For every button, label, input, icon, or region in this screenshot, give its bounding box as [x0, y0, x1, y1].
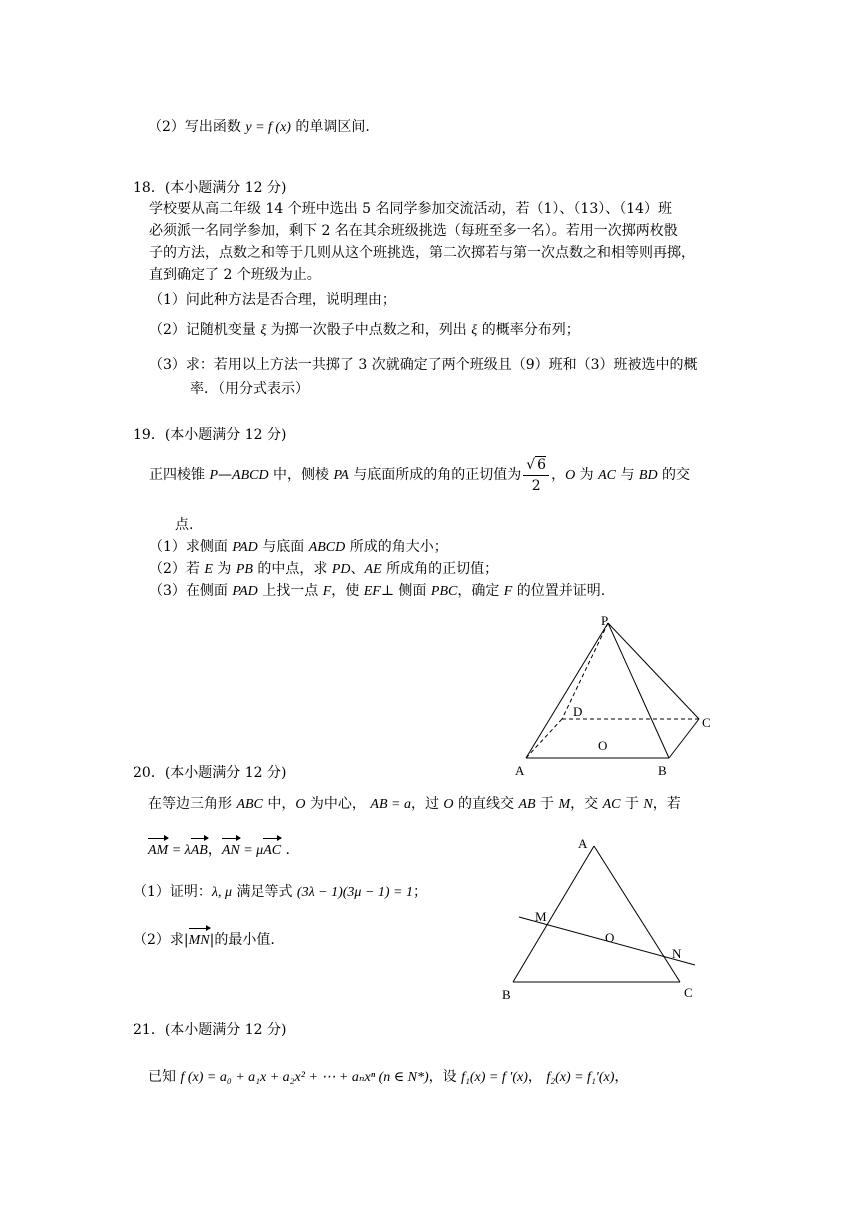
edge-bc: [669, 719, 699, 758]
label-o: O: [598, 738, 608, 753]
label-n: N: [672, 946, 682, 961]
q19-fraction: $\frac{√ 6}{2}$: [523, 455, 549, 496]
side-ac: [594, 846, 680, 982]
q19-intro: 正四棱锥 P—ABCD 中，侧棱 PA 与底面所成的角的正切值为 $\frac{√ 6}{2}$ ，O 为 AC 与 BD 的交: [149, 456, 691, 494]
pyramid-figure: [500, 605, 730, 785]
q18-part3-line-2: 率．（用分式表示）: [190, 381, 309, 397]
q21-intro: 已知 f (x) = a₀ + a₁x + a₂x² + ⋯ + aₙxⁿ (n ∈ N*)，设 f₁(x) = f ′(x)， f₂(x) = f₁′(x)，: [148, 1069, 629, 1085]
label-m: M: [535, 909, 547, 924]
q18-body-line-3: 子的方法，点数之和等于几则从这个班挑选，第二次掷若与第一次点数之和相等则再掷，: [149, 245, 695, 261]
q20-header: 20．(本小题满分 12 分): [133, 765, 287, 781]
q18-part1: （1）问此种方法是否合理，说明理由；: [149, 292, 396, 308]
label-o: O: [605, 930, 615, 945]
q20-intro: 在等边三角形 ABC 中，O 为中心， AB = a，过 O 的直线交 AB 于 M，交 AC 于 N，若: [148, 796, 681, 812]
q19-part3: （3）在侧面 PAD 上找一点 F，使 EF⊥ 侧面 PBC，确定 F 的位置并证明.: [149, 583, 606, 599]
label-d: D: [573, 704, 583, 719]
edge-pd: [562, 623, 608, 719]
edge-pc: [608, 623, 699, 719]
q18-part3-line-1: （3）求：若用以上方法一共掷了 3 次就确定了两个班级且（9）班和（3）班被选中的概: [149, 357, 698, 373]
q21-header: 21．(本小题满分 12 分): [133, 1022, 287, 1038]
edge-ad: [526, 719, 562, 758]
triangle-figure: [495, 832, 715, 1010]
q19-intro-cont: 点.: [175, 517, 194, 533]
label-c: C: [702, 715, 711, 730]
label-a: A: [515, 763, 525, 778]
q20-vector-line: AM = λAB，AN = μAC .: [148, 840, 290, 861]
q19-part2: （2）若 E 为 PB 的中点，求 PD、AE 所成角的正切值；: [149, 561, 499, 577]
side-ab: [513, 846, 594, 982]
q18-body-line-2: 必须派一名同学参加，剩下 2 名在其余班级挑选（每班至多一名）。若用一次掷两枚骰: [149, 223, 678, 239]
q20-part1: （1）证明：λ, μ 满足等式 (3λ − 1)(3μ − 1) = 1；: [133, 884, 428, 900]
edge-pb: [608, 623, 669, 758]
q18-header: 18．(本小题满分 12 分): [133, 180, 287, 196]
label-a: A: [578, 836, 588, 851]
label-c: C: [684, 985, 693, 1000]
label-p: P: [601, 613, 609, 628]
q17-part2: （2）写出函数 y = f (x) 的单调区间.: [148, 119, 370, 135]
q18-part2: （2）记随机变量 ξ 为掷一次骰子中点数之和，列出 ξ 的概率分布列；: [149, 322, 580, 338]
label-b: B: [502, 987, 511, 1002]
q19-header: 19．(本小题满分 12 分): [133, 427, 287, 443]
edge-pa: [526, 623, 608, 758]
q17-formula: y = f (x): [245, 120, 291, 135]
q18-body-line-4: 直到确定了 2 个班级为止。: [149, 267, 321, 283]
q19-part1: （1）求侧面 PAD 与底面 ABCD 所成的角大小；: [149, 539, 448, 555]
q18-body-line-1: 学校要从高二年级 14 个班中选出 5 名同学参加交流活动，若（1）、（13）、（14）班: [149, 201, 673, 217]
q20-part2: （2）求|MN|的最小值.: [133, 930, 275, 951]
label-b: B: [658, 763, 667, 778]
